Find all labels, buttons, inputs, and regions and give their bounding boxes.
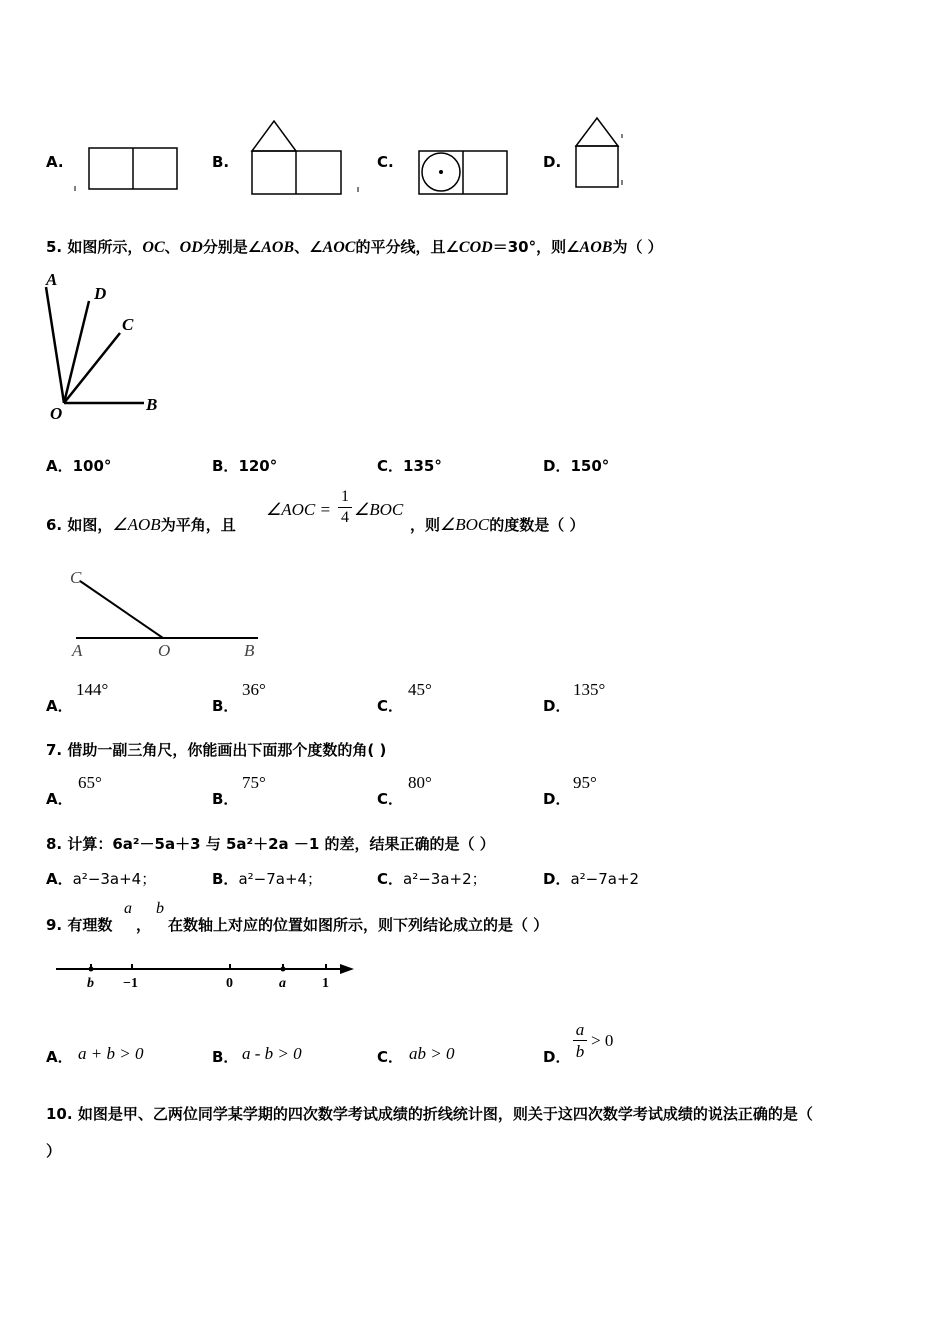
q6-option-c-label: C．: [377, 697, 404, 715]
point-label-c: C: [122, 315, 134, 334]
q5-option-a: A．100°: [46, 457, 112, 475]
q6-option-c-value: 45°: [408, 680, 432, 699]
q6-formula-left: ∠AOC =: [266, 500, 331, 519]
q7-option-d-label: D．: [543, 790, 571, 808]
q7-option-a-label: A．: [46, 790, 73, 808]
axis-label-1: 1: [322, 976, 329, 991]
q7-option-c-label: C．: [377, 790, 404, 808]
q9-option-a-label: A．: [46, 1048, 73, 1066]
q9-stem-a: 9. 有理数: [46, 916, 113, 934]
q5-stem: 5. 如图所示，OC、OD分别是∠AOB、∠AOC的平分线，且∠COD＝30°，则∠AOB为（ ）: [46, 238, 663, 256]
q5-option-b: B．120°: [212, 457, 278, 475]
point-label-c: C: [70, 568, 82, 587]
point-label-b: B: [244, 641, 255, 660]
q6-formula-right: ∠BOC: [354, 500, 404, 519]
q6-stem-b: ，则∠BOC的度数是（ ）: [410, 515, 585, 534]
q8-option-c: C．a²−3a+2；: [377, 870, 487, 888]
q9-var-b: b: [156, 900, 164, 917]
axis-label-a: a: [279, 976, 286, 991]
q10-stem-line2: ）: [46, 1142, 62, 1160]
q4-option-d-figure: [570, 112, 630, 192]
point-label-b: B: [146, 395, 158, 414]
q5-option-c: C．135°: [377, 457, 442, 475]
q7-option-b-value: 75°: [242, 773, 266, 792]
q9-option-a-value: a + b > 0: [78, 1044, 144, 1063]
q6-option-a-value: 144°: [76, 680, 109, 699]
point-label-o: O: [158, 641, 171, 660]
q9-option-b-label: B．: [212, 1048, 239, 1066]
axis-label-b: b: [87, 976, 94, 991]
axis-label-0: 0: [226, 976, 233, 991]
q7-stem: 7. 借助一副三角尺，你能画出下面那个度数的角( ): [46, 741, 387, 759]
q9-option-d-fraction: a b: [573, 1020, 587, 1061]
q4-option-c-figure: [412, 145, 512, 200]
q9-option-c-label: C．: [377, 1048, 404, 1066]
point-label-d: D: [94, 284, 107, 303]
q4-option-c-label: C.: [377, 153, 394, 171]
q6-option-b-label: B．: [212, 697, 239, 715]
q8-option-d: D．a²−7a+2: [543, 870, 640, 888]
q8-option-a: A．a²−3a+4；: [46, 870, 157, 888]
q7-option-d-value: 95°: [573, 773, 597, 792]
q6-option-d-label: D．: [543, 697, 571, 715]
q6-angle-figure: [60, 565, 280, 665]
q9-option-b-value: a - b > 0: [242, 1044, 302, 1063]
q6-stem-a: 6. 如图，∠AOB为平角，且: [46, 515, 236, 534]
q7-option-c-value: 80°: [408, 773, 432, 792]
point-label-o: O: [50, 404, 63, 423]
q4-option-a-figure: [70, 140, 185, 198]
axis-label-neg1: −1: [123, 976, 138, 991]
q9-option-d-rel: > 0: [591, 1031, 614, 1050]
q9-stem-b: 在数轴上对应的位置如图所示，则下列结论成立的是（ ）: [168, 916, 549, 934]
q4-option-a-label: A.: [46, 153, 64, 171]
q9-option-d-label: D．: [543, 1048, 571, 1066]
q9-option-c-value: ab > 0: [409, 1044, 455, 1063]
point-label-a: A: [46, 270, 58, 289]
q4-option-b-label: B.: [212, 153, 230, 171]
q6-option-d-value: 135°: [573, 680, 606, 699]
q8-option-b: B．a²−7a+4；: [212, 870, 323, 888]
q6-fraction: 1 4: [338, 488, 352, 527]
q5-angle-figure: [40, 265, 180, 425]
q9-comma: ，: [136, 916, 152, 934]
q6-option-b-value: 36°: [242, 680, 266, 699]
q6-option-a-label: A．: [46, 697, 73, 715]
q10-stem-line1: 10. 如图是甲、乙两位同学某学期的四次数学考试成绩的折线统计图，则关于这四次数学考试成绩的说法正确的是（: [46, 1105, 813, 1123]
q8-stem: 8. 计算：6a²－5a＋3 与 5a²＋2a －1 的差，结果正确的是（ ）: [46, 835, 495, 853]
q9-var-a: a: [124, 900, 132, 917]
q4-option-d-label: D.: [543, 153, 562, 171]
q4-option-b-figure: [245, 115, 365, 200]
q7-option-b-label: B．: [212, 790, 239, 808]
point-label-a: A: [72, 641, 83, 660]
q7-option-a-value: 65°: [78, 773, 102, 792]
q9-number-line: [50, 955, 360, 995]
q5-option-d: D．150°: [543, 457, 610, 475]
